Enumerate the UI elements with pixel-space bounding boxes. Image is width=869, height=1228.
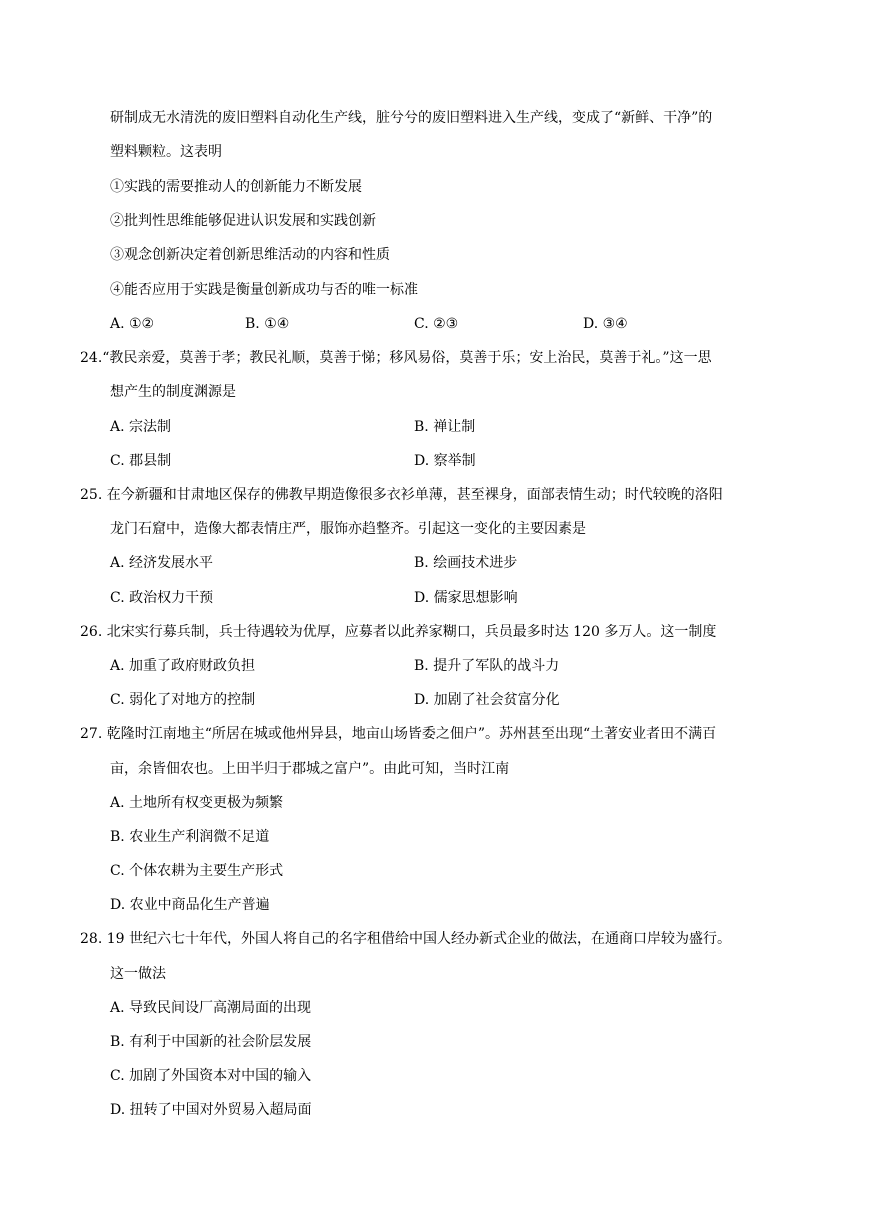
q26-option-d: D. 加剧了社会贫富分化 bbox=[414, 692, 560, 708]
q25-option-a: A. 经济发展水平 bbox=[110, 555, 214, 571]
q28-stem-line1: 28. 19 世纪六七十年代，外国人将自己的名字租借给中国人经办新式企业的做法，在通商口岸较为盛行。 bbox=[80, 931, 731, 947]
q24-option-d: D. 察举制 bbox=[414, 453, 476, 469]
q27-option-c: C. 个体农耕为主要生产形式 bbox=[110, 863, 284, 879]
q23-option-d: D. ③④ bbox=[583, 316, 628, 332]
q25-stem-line1: 25. 在今新疆和甘肃地区保存的佛教早期造像很多衣衫单薄，甚至裸身，面部表情生动；时代较晚的洛阳 bbox=[80, 487, 723, 503]
q28-option-d: D. 扭转了中国对外贸易入超局面 bbox=[110, 1102, 312, 1118]
q23-statement-1: ①实践的需要推动人的创新能力不断发展 bbox=[110, 179, 362, 195]
q28-option-a: A. 导致民间设厂高潮局面的出现 bbox=[110, 1000, 312, 1016]
q24-stem-line1: 24.“教民亲爱，莫善于孝；教民礼顺，莫善于悌；移风易俗，莫善于乐；安上治民，莫善于礼。”这一思 bbox=[80, 350, 712, 366]
q23-option-c: C. ②③ bbox=[414, 316, 459, 332]
q25-stem-line2: 龙门石窟中，造像大都表情庄严，服饰亦趋整齐。引起这一变化的主要因素是 bbox=[110, 521, 586, 537]
q23-stem-line2: 塑料颗粒。这表明 bbox=[110, 144, 222, 160]
q28-stem-line2: 这一做法 bbox=[110, 966, 166, 982]
q24-option-b: B. 禅让制 bbox=[414, 419, 476, 435]
q23-option-b: B. ①④ bbox=[245, 316, 290, 332]
q23-statement-3: ③观念创新决定着创新思维活动的内容和性质 bbox=[110, 247, 390, 263]
q23-statement-4: ④能否应用于实践是衡量创新成功与否的唯一标准 bbox=[110, 282, 418, 298]
q27-stem-line1: 27. 乾隆时江南地主“所居在城或他州异县，地亩山场皆委之佃户”。苏州甚至出现“土著安业者田不满百 bbox=[80, 726, 717, 742]
q25-option-d: D. 儒家思想影响 bbox=[414, 590, 518, 606]
q25-option-b: B. 绘画技术进步 bbox=[414, 555, 518, 571]
q26-option-a: A. 加重了政府财政负担 bbox=[110, 658, 256, 674]
q26-option-b: B. 提升了军队的战斗力 bbox=[414, 658, 560, 674]
q27-option-b: B. 农业生产利润微不足道 bbox=[110, 829, 270, 845]
q24-option-a: A. 宗法制 bbox=[110, 419, 172, 435]
q26-option-c: C. 弱化了对地方的控制 bbox=[110, 692, 256, 708]
q26-stem-line1: 26. 北宋实行募兵制，兵士待遇较为优厚，应募者以此养家糊口，兵员最多时达 120 多万人。这一制度 bbox=[80, 624, 717, 640]
q24-stem-line2: 想产生的制度渊源是 bbox=[110, 384, 236, 400]
q28-option-c: C. 加剧了外国资本对中国的输入 bbox=[110, 1068, 312, 1084]
q27-option-d: D. 农业中商品化生产普遍 bbox=[110, 897, 270, 913]
q27-option-a: A. 土地所有权变更极为频繁 bbox=[110, 795, 284, 811]
q24-option-c: C. 郡县制 bbox=[110, 453, 172, 469]
q23-statement-2: ②批判性思维能够促进认识发展和实践创新 bbox=[110, 213, 376, 229]
q27-stem-line2: 亩，余皆佃农也。上田半归于郡城之富户”。由此可知，当时江南 bbox=[110, 761, 510, 777]
q23-stem-line1: 研制成无水清洗的废旧塑料自动化生产线，脏兮兮的废旧塑料进入生产线，变成了“新鲜、干净”的 bbox=[110, 110, 713, 126]
q28-option-b: B. 有利于中国新的社会阶层发展 bbox=[110, 1034, 312, 1050]
q25-option-c: C. 政治权力干预 bbox=[110, 590, 214, 606]
q23-option-a: A. ①② bbox=[110, 316, 155, 332]
